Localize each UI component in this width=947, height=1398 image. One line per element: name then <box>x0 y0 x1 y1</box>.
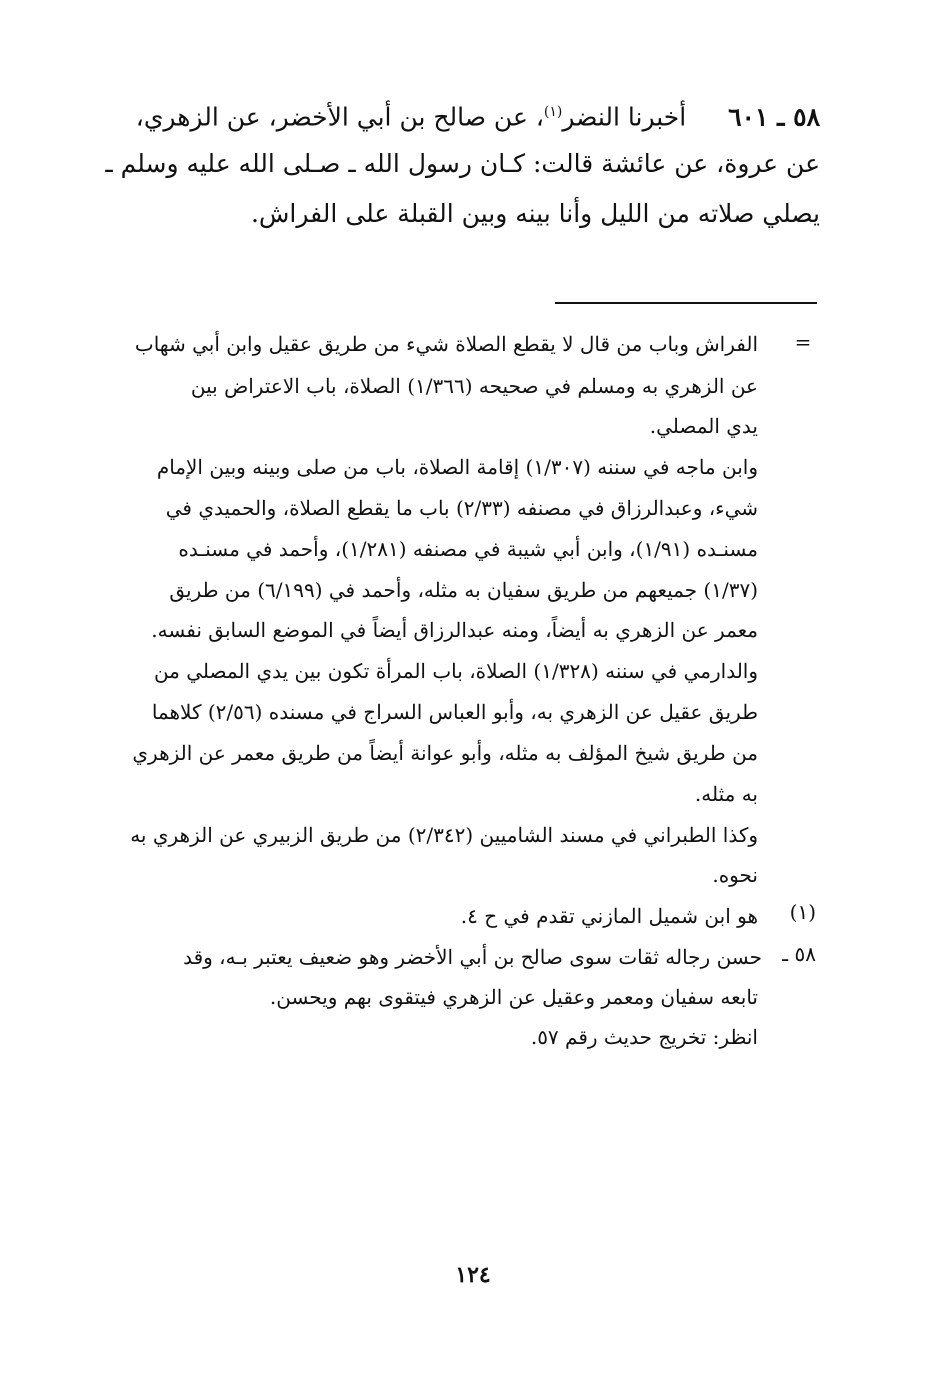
footnote-line: معمر عن الزهري به أيضاً، ومنه عبدالرزاق أيضاً في الموضع السابق نفسه. <box>151 618 758 642</box>
footnote-line: نحوه. <box>712 863 758 887</box>
footnote-line: وابن ماجه في سننه (١/٣٠٧) إقامة الصلاة، باب من صلى وبينه وبين الإمام <box>156 455 758 479</box>
footnote-58-line: حسن رجاله ثقات سوى صالح بن أبي الأخضر وهو ضعيف يعتبر بـه، وقد <box>183 945 762 969</box>
footnote-line: شيء، وعبدالرزاق في مصنفه (٢/٣٣) باب ما يقطع الصلاة، والحميدي في <box>165 496 758 520</box>
footnote-line: طريق عقيل عن الزهري به، وأبو العباس السراج في مسنده (٢/٥٦) كلاهما <box>151 700 758 724</box>
footnote-58-number: ٥٨ ـ <box>782 942 816 966</box>
footnote-58-line: انظر: تخريج حديث رقم ٥٧. <box>530 1025 758 1049</box>
footnote-line: من طريق شيخ المؤلف به مثله، وأبو عوانة أيضاً من طريق معمر عن الزهري <box>132 741 758 765</box>
footnote-line: وكذا الطبراني في مسند الشاميين (٢/٣٤٢) من طريق الزبيري عن الزهري به <box>130 823 758 847</box>
footnote-line: عن الزهري به ومسلم في صحيحه (١/٣٦٦) الصلاة، باب الاعتراض بين <box>190 374 758 398</box>
footnote-58-line: تابعه سفيان ومعمر وعقيل عن الزهري فيتقوى بهم ويحسن. <box>269 985 758 1009</box>
footnote-line: الفراش وباب من قال لا يقطع الصلاة شيء من طريق عقيل وابن أبي شهاب <box>134 332 758 356</box>
footnote-ref-1[interactable]: (١) <box>543 104 563 120</box>
hadith-text-rest: ، عن صالح بن أبي الأخضر، عن الزهري، <box>135 102 544 132</box>
footnote-1-number: (١) <box>789 900 816 924</box>
footnote-line: به مثله. <box>694 782 758 806</box>
hadith-number: ٥٨ ـ ٦٠١ <box>728 102 820 132</box>
footnote-1-text: هو ابن شميل المازني تقدم في ح ٤. <box>460 904 758 928</box>
footnote-line: (١/٣٧) جميعهم من طريق سفيان به مثله، وأحمد في (٦/١٩٩) من طريق <box>169 578 758 602</box>
hadith-line-2: عن عروة، عن عائشة قالت: كـان رسول الله ـ صـلى الله عليه وسلم ـ <box>105 149 820 178</box>
page-number: ١٢٤ <box>455 1262 491 1288</box>
hadith-text-start: أخبرنا النضر <box>562 102 687 132</box>
footnote-line: مسنـده (١/٩١)، وابن أبي شيبة في مصنفه (١/٢٨١)، وأحمد في مسنـده <box>178 537 758 561</box>
footnote-line: يدي المصلي. <box>649 414 758 438</box>
footnote-line: والدارمي في سننه (١/٣٢٨) الصلاة، باب المرأة تكون بين يدي المصلي من <box>153 659 758 683</box>
hadith-line-1 <box>100 86 820 143</box>
footnote-divider <box>555 302 817 304</box>
hadith-line-3: يصلي صلاته من الليل وأنا بينه وبين القبلة على الفراش. <box>250 199 820 228</box>
continuation-mark: = <box>794 330 812 354</box>
